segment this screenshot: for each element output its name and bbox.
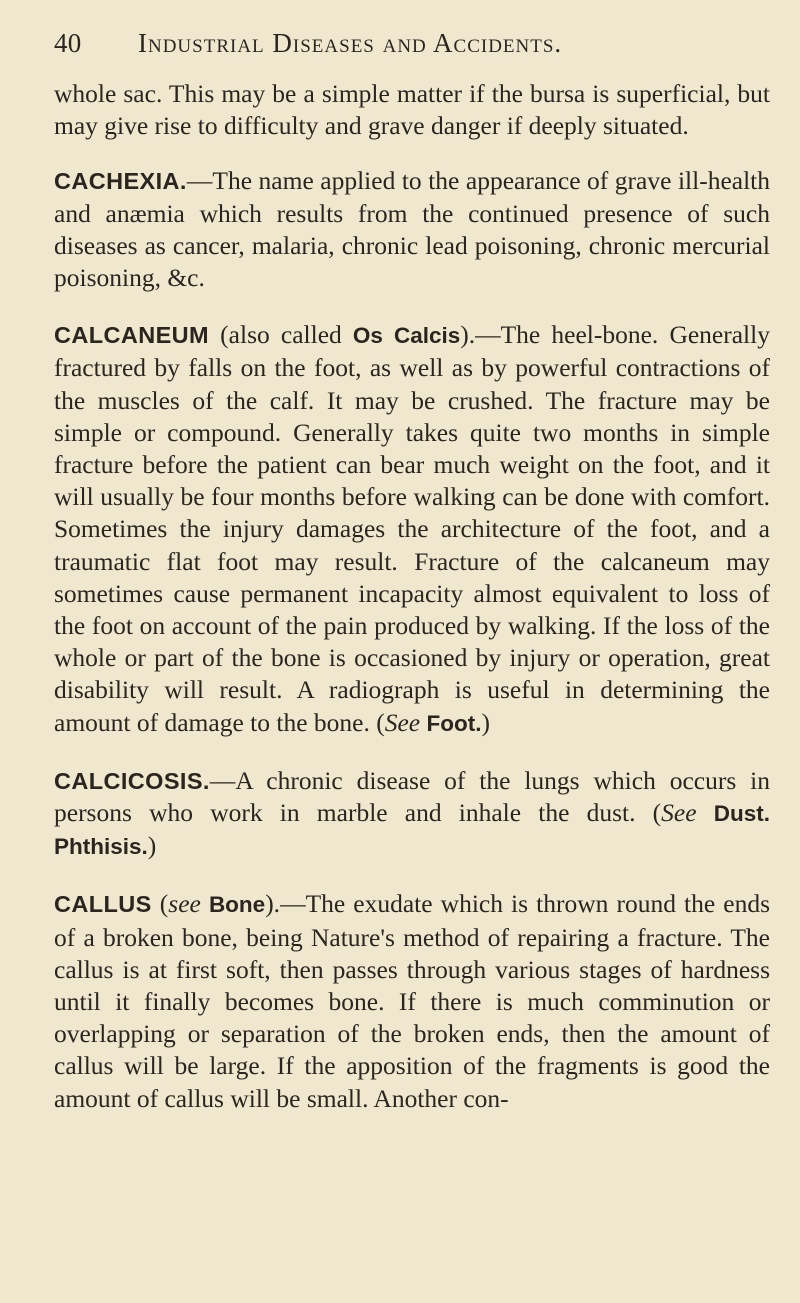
entry-cachexia bbox=[54, 165, 770, 294]
see-word: See bbox=[384, 707, 421, 737]
alias-term: Os Calcis bbox=[352, 323, 461, 349]
see-open: ( bbox=[635, 798, 662, 828]
paragraph-text: whole sac. This may be a simple matter if the bursa is superficial, but may give rise to difficulty and grave danger if deeply situated. bbox=[54, 79, 770, 141]
entry-text: —The name applied to the appearance of grave ill-health and anæmia which results from the continued presence of such diseases as cancer, malaria, chronic lead poisoning, chronic mercurial poisoning, &c. bbox=[54, 166, 770, 293]
headword: CACHEXIA. bbox=[54, 168, 187, 195]
entry-text: —A chronic disease of the lungs which occurs in persons who work in marble and inhale the dust. bbox=[54, 765, 770, 828]
see-open: ( bbox=[151, 889, 169, 919]
entry-text: —The heel-bone. Generally fractured by falls on the foot, as well as by powerful contractions of the muscles of the calf. It may be crushed. The fracture may be simple or compound. Generally takes quite two months in simple fracture before the patient can bear much weight on the foot, and it will usually be four months before walking can be done with comfort. Sometimes the injury damages the architecture of the foot, and a traumatic flat foot may result. Fracture of the calcaneum may sometimes cause permanent incapacity almost equivalent to loss of the foot on account of the pain produced by walking. If the loss of the whole or part of the bone is occasioned by injury or operation, great disability will result. A radiograph is useful in determining the amount of damage to the bone. bbox=[54, 320, 770, 737]
see-close: ) bbox=[481, 707, 490, 737]
cross-reference: Foot. bbox=[426, 710, 482, 736]
entry-text: —The exudate which is thrown round the ends of a broken bone, being Nature's method of repairing a fracture. The callus is at first soft, then passes through various stages of hardness until it finally becomes bone. If there is much comminution or overlapping or separation of the broken ends, then the amount of callus will be large. If the apposition of the fragments is good the amount of callus will be small. Another con- bbox=[54, 889, 771, 1113]
alias-close: ). bbox=[460, 320, 476, 350]
see-word: see bbox=[168, 889, 201, 919]
running-head bbox=[54, 26, 770, 60]
see-word: See bbox=[661, 798, 697, 828]
headword: CALCANEUM bbox=[54, 322, 210, 349]
entry-calcaneum bbox=[54, 319, 770, 740]
page-number: 40 bbox=[54, 28, 82, 58]
cross-reference: Dust. Phthisis. bbox=[54, 801, 770, 860]
entry-calcicosis bbox=[54, 765, 770, 864]
headword: CALCICOSIS. bbox=[54, 767, 210, 794]
headword: CALLUS bbox=[54, 891, 152, 918]
cross-reference: Bone bbox=[208, 892, 266, 918]
see-close: ). bbox=[265, 889, 281, 919]
see-open: ( bbox=[369, 707, 385, 737]
paragraph-continuation bbox=[54, 78, 770, 142]
see-close: ) bbox=[147, 831, 157, 861]
page-body bbox=[54, 78, 770, 1140]
alias-open: (also called bbox=[209, 320, 353, 350]
entry-callus bbox=[54, 888, 770, 1114]
running-title: Industrial Diseases and Accidents. bbox=[138, 28, 563, 58]
